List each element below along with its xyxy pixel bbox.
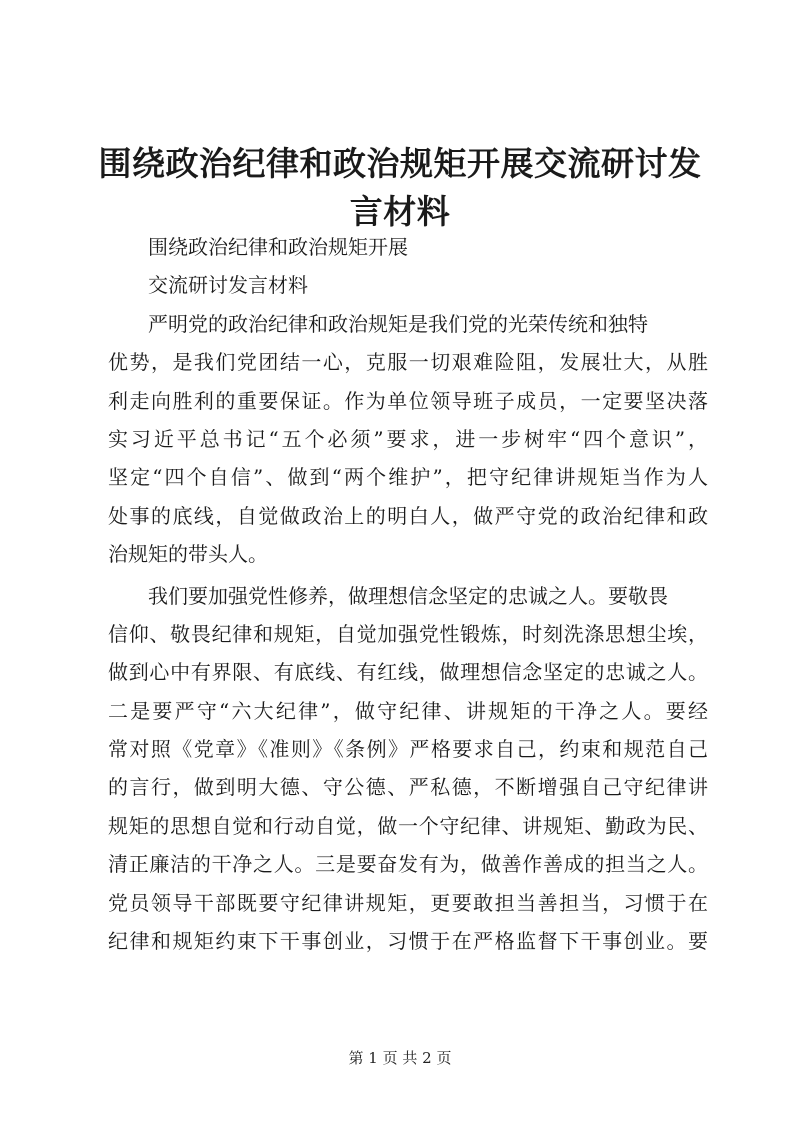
- paragraph-line: 利走向胜利的重要保证。作为单位领导班子成员，一定要坚决落: [108, 388, 708, 413]
- paragraph-line: 信仰、敬畏纪律和规矩，自觉加强党性锻炼，时刻洗涤思想尘埃，: [108, 621, 708, 646]
- paragraph-line: 做到心中有界限、有底线、有红线，做理想信念坚定的忠诚之人。: [108, 660, 708, 685]
- paragraph-line: 治规矩的带头人。: [108, 542, 268, 567]
- paragraph-line: 党员领导干部既要守纪律讲规矩，更要敢担当善担当，习惯于在: [108, 890, 708, 915]
- paragraph-line: 规矩的思想自觉和行动自觉，做一个守纪律、讲规矩、勤政为民、: [108, 813, 708, 838]
- paragraph-line: 优势，是我们党团结一心，克服一切艰难险阻，发展壮大，从胜: [108, 350, 708, 375]
- paragraph-2: [108, 577, 708, 961]
- subtitle-line-1: 围绕政治纪律和政治规矩开展: [148, 235, 408, 259]
- paragraph-line: 常对照《党章》《准则》《条例》严格要求自己，约束和规范自己: [108, 737, 708, 762]
- paragraph-line: 我们要加强党性修养，做理想信念坚定的忠诚之人。要敬畏: [148, 583, 668, 608]
- paragraph-line: 纪律和规矩约束下干事创业，习惯于在严格监督下干事创业。要: [108, 929, 708, 954]
- paragraph-line: 实习近平总书记“五个必须”要求，进一步树牢“四个意识”，: [108, 426, 708, 451]
- paragraph-line: 处事的底线，自觉做政治上的明白人，做严守党的政治纪律和政: [108, 503, 708, 528]
- paragraph-line: 严明党的政治纪律和政治规矩是我们党的光荣传统和独特: [148, 311, 648, 336]
- paragraph-line: 二是要严守“六大纪律”，做守纪律、讲规矩的干净之人。要经: [108, 698, 708, 723]
- paragraph-1: [108, 305, 708, 574]
- document-title: 围绕政治纪律和政治规矩开展交流研讨发言材料: [98, 144, 702, 231]
- document-body: [108, 228, 708, 960]
- paragraph-line: 的言行，做到明大德、守公德、严私德，不断增强自己守纪律讲: [108, 775, 708, 800]
- subtitle-line-2: 交流研讨发言材料: [148, 273, 308, 298]
- paragraph-line: 坚定“四个自信”、做到“两个维护”，把守纪律讲规矩当作为人: [108, 465, 708, 490]
- paragraph-line: 清正廉洁的干净之人。三是要奋发有为，做善作善成的担当之人。: [108, 852, 708, 877]
- page-footer: 第 1 页 共 2 页: [348, 1049, 452, 1067]
